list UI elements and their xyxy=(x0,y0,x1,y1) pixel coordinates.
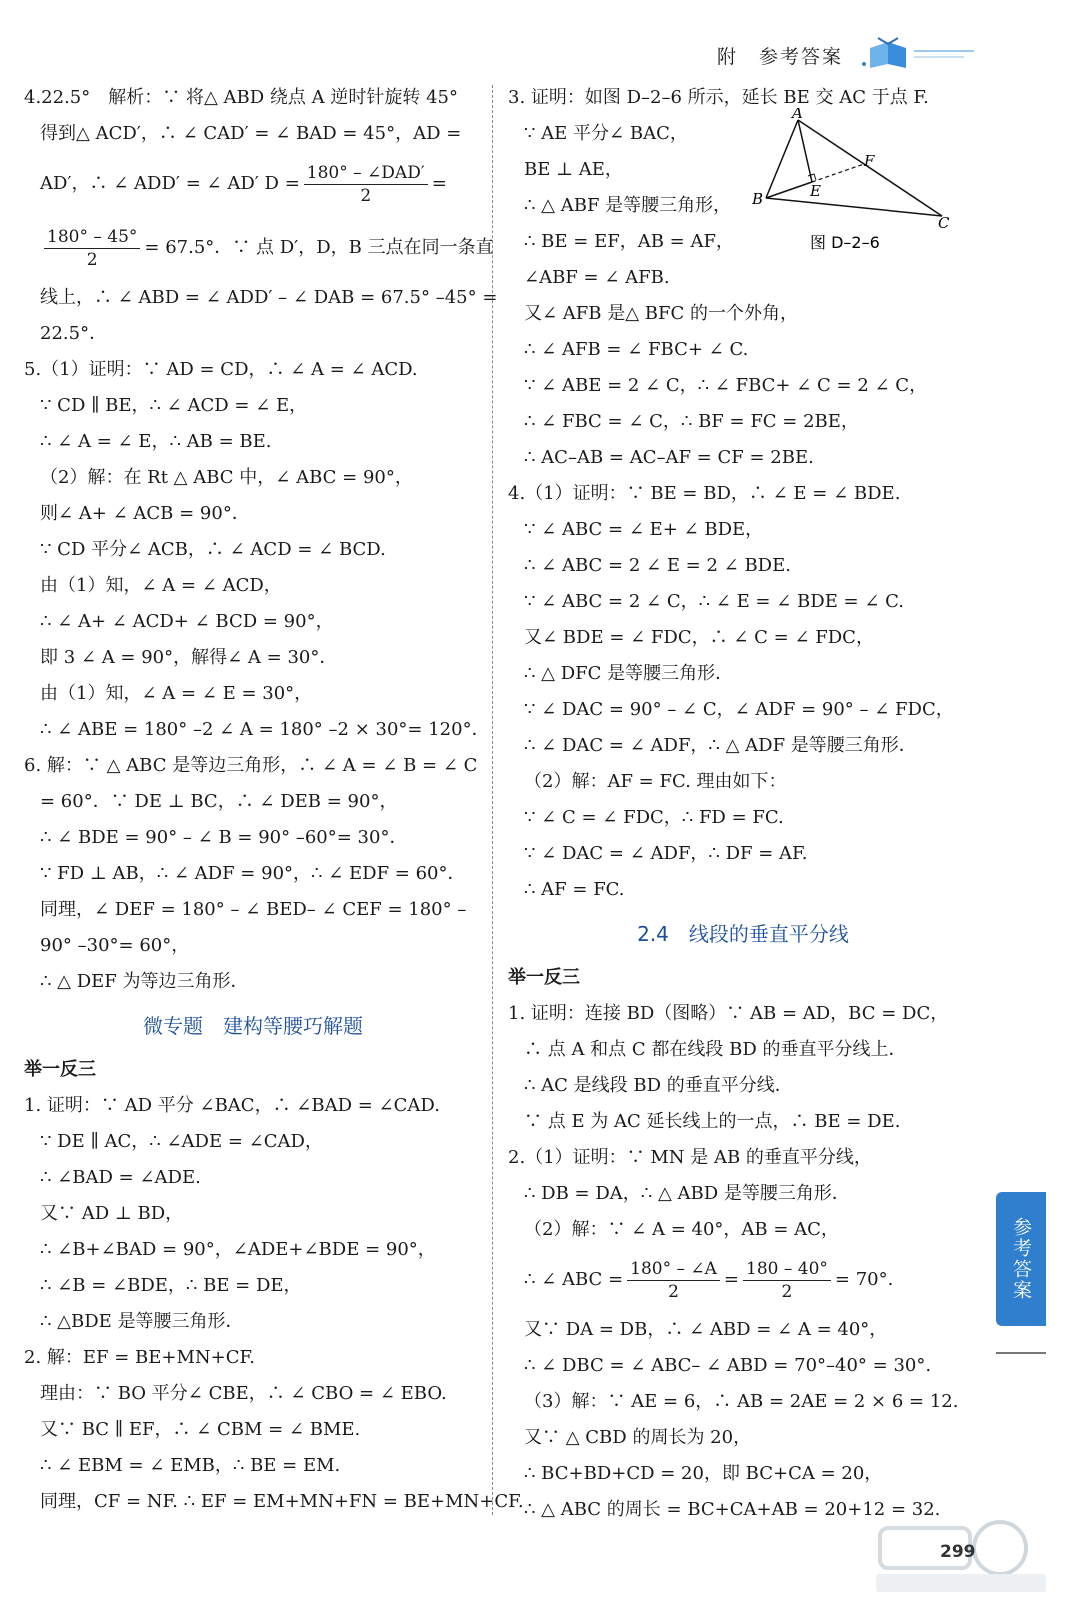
sec24-2-line-10: ∴ △ ABC 的周长 = BC+CA+AB = 20+12 = 32. xyxy=(524,1499,941,1520)
answer-4b-line-2: ∵ ∠ ABC = ∠ E+ ∠ BDE， xyxy=(524,519,764,540)
micro-1-line-2: ∵ DE ∥ AC，∴ ∠ADE = ∠CAD， xyxy=(40,1131,323,1152)
answer-5-line-6: ∵ CD 平分∠ ACB，∴ ∠ ACD = ∠ BCD. xyxy=(40,539,386,560)
fraction-denominator: 2 xyxy=(360,185,372,206)
page-header xyxy=(488,34,1048,84)
header-title: 附 参考答案 xyxy=(716,46,843,68)
sec24-2-line-6: ∴ ∠ DBC = ∠ ABC– ∠ ABD = 70°–40° = 30°. xyxy=(524,1355,932,1376)
sec24-2-line-4-text: ∴ ∠ ABC = xyxy=(524,1269,624,1290)
answer-4-line-3-text: AD′，∴ ∠ ADD′ = ∠ AD′ D = xyxy=(40,173,300,194)
sec24-2-line-1: 2.（1）证明：∵ MN 是 AB 的垂直平分线， xyxy=(508,1147,872,1168)
answer-4b-line-11: ∵ ∠ DAC = ∠ ADF，∴ DF = AF. xyxy=(524,843,808,864)
answer-4-line-2: 得到△ ACD′，∴ ∠ CAD′ = ∠ BAD = 45°，AD = xyxy=(40,123,462,144)
result-text: = 70°. xyxy=(834,1269,894,1290)
answer-3-line-2: ∵ AE 平分∠ BAC， xyxy=(524,123,688,144)
answer-5-line-3: ∴ ∠ A = ∠ E，∴ AB = BE. xyxy=(40,431,272,452)
fraction-numerator: 180° – 45° xyxy=(44,226,140,249)
page-number: 299 xyxy=(940,1542,976,1562)
answer-4-line-3 xyxy=(24,152,482,216)
label-a: A xyxy=(792,108,803,122)
left-column xyxy=(24,80,524,1520)
answer-6-line-1: 6. 解：∵ △ ABC 是等边三角形，∴ ∠ A = ∠ B = ∠ C xyxy=(24,755,478,776)
answer-5-line-4: （2）解：在 Rt △ ABC 中，∠ ABC = 90°， xyxy=(40,467,413,488)
micro-1-line-5: ∴ ∠B+∠BAD = 90°，∠ADE+∠BDE = 90°， xyxy=(40,1239,436,1260)
subsection-title: 举一反三 xyxy=(24,1059,96,1080)
sec24-1-line-4: ∵ 点 E 为 AC 延长线上的一点，∴ BE = DE. xyxy=(524,1111,901,1132)
section-title-2-4: 2.4 线段的垂直平分线 xyxy=(637,922,849,946)
fraction-45 xyxy=(44,226,140,271)
micro-2-line-1: 2. 解：EF = BE+MN+CF. xyxy=(24,1347,255,1368)
answer-4b-line-12: ∴ AF = FC. xyxy=(524,879,625,900)
answer-4b-line-6: ∴ △ DFC 是等腰三角形． xyxy=(524,663,734,684)
answer-5-line-1: 5.（1）证明：∵ AD = CD，∴ ∠ A = ∠ ACD. xyxy=(24,359,418,380)
label-e: E xyxy=(810,182,821,200)
fraction-denominator: 2 xyxy=(781,1281,793,1302)
figure-caption: 图 D–2–6 xyxy=(810,233,880,252)
micro-2-line-3: 又∵ BC ∥ EF，∴ ∠ CBM = ∠ BME. xyxy=(40,1419,361,1440)
micro-1-line-6: ∴ ∠B = ∠BDE，∴ BE = DE， xyxy=(40,1275,302,1296)
answer-3-line-6: ∠ABF = ∠ AFB. xyxy=(524,267,670,288)
sec24-2-line-3: （2）解：∵ ∠ A = 40°，AB = AC， xyxy=(524,1219,839,1240)
side-tab-underline xyxy=(996,1352,1046,1354)
answer-3-line-8: ∴ ∠ AFB = ∠ FBC+ ∠ C. xyxy=(524,339,749,360)
answer-6-line-6: 90° –30°= 60°， xyxy=(40,935,190,956)
fraction-abc-1 xyxy=(627,1258,720,1303)
answer-4-line-5: 线上，∴ ∠ ABD = ∠ ADD′ – ∠ DAB = 67.5° –45° = xyxy=(40,287,498,308)
answer-6-line-2: = 60°．∵ DE ⊥ BC，∴ ∠ DEB = 90°， xyxy=(40,791,398,812)
sec24-2-line-5: 又∵ DA = DB，∴ ∠ ABD = ∠ A = 40°， xyxy=(524,1319,888,1340)
answer-3-line-9: ∵ ∠ ABE = 2 ∠ C，∴ ∠ FBC+ ∠ C = 2 ∠ C， xyxy=(524,375,928,396)
fraction-numerator: 180° – ∠A xyxy=(627,1258,720,1281)
side-tab-answers[interactable]: 参考答案 xyxy=(996,1192,1046,1326)
answer-5-line-8: ∴ ∠ A+ ∠ ACD+ ∠ BCD = 90°， xyxy=(40,611,334,632)
answer-3-line-1: 3. 证明：如图 D–2–6 所示，延长 BE 交 AC 于点 F. xyxy=(508,87,929,108)
right-column xyxy=(508,80,978,1528)
sec24-2-line-8: 又∵ △ CBD 的周长为 20， xyxy=(524,1427,752,1448)
sec24-2-line-7: （3）解：∵ AE = 6，∴ AB = 2AE = 2 × 6 = 12. xyxy=(524,1391,959,1412)
sec24-1-line-2: ∴ 点 A 和点 C 都在线段 BD 的垂直平分线上． xyxy=(524,1039,907,1060)
answer-4-line-4 xyxy=(24,216,494,280)
micro-1-line-1: 1. 证明：∵ AD 平分 ∠BAC，∴ ∠BAD = ∠CAD. xyxy=(24,1095,440,1116)
micro-2-line-4: ∴ ∠ EBM = ∠ EMB，∴ BE = EM. xyxy=(40,1455,341,1476)
label-c: C xyxy=(938,214,950,232)
answer-6-line-5: 同理，∠ DEF = 180° – ∠ BED– ∠ CEF = 180° – xyxy=(40,899,467,920)
answer-3-line-5: ∴ BE = EF，AB = AF， xyxy=(524,231,734,252)
answer-5-line-9: 即 3 ∠ A = 90°，解得∠ A = 30°． xyxy=(40,647,338,668)
answer-6-line-7: ∴ △ DEF 为等边三角形． xyxy=(40,971,249,992)
fraction-dad xyxy=(304,162,428,207)
section-title-micro-topic: 微专题 建构等腰巧解题 xyxy=(143,1014,363,1038)
answer-4b-line-7: ∵ ∠ DAC = 90° – ∠ C，∠ ADF = 90° – ∠ FDC， xyxy=(524,699,954,720)
equals-sign: = xyxy=(431,173,447,194)
fraction-denominator: 2 xyxy=(668,1281,679,1302)
answer-4b-line-3: ∴ ∠ ABC = 2 ∠ E = 2 ∠ BDE. xyxy=(524,555,791,576)
answer-4b-line-4: ∵ ∠ ABC = 2 ∠ C，∴ ∠ E = ∠ BDE = ∠ C. xyxy=(524,591,905,612)
answer-3-line-7: 又∠ AFB 是△ BFC 的一个外角， xyxy=(524,303,799,324)
fraction-abc-2 xyxy=(743,1258,831,1303)
micro-1-line-7: ∴ △BDE 是等腰三角形． xyxy=(40,1311,244,1332)
answer-4b-line-5: 又∠ BDE = ∠ FDC，∴ ∠ C = ∠ FDC， xyxy=(524,627,874,648)
answer-4-line-4-text: = 67.5°．∵ 点 D′，D，B 三点在同一条直 xyxy=(144,237,494,258)
equals-sign: = xyxy=(723,1269,739,1290)
answer-5-line-11: ∴ ∠ ABE = 180° –2 ∠ A = 180° –2 × 30°= 120°． xyxy=(40,719,490,740)
answer-3-line-10: ∴ ∠ FBC = ∠ C，∴ BF = FC = 2BE， xyxy=(524,411,859,432)
answer-5-line-2: ∵ CD ∥ BE，∴ ∠ ACD = ∠ E， xyxy=(40,395,308,416)
sec24-2-line-2: ∴ DB = DA，∴ △ ABD 是等腰三角形． xyxy=(524,1183,850,1204)
sec24-1-line-3: ∴ AC 是线段 BD 的垂直平分线． xyxy=(524,1075,793,1096)
micro-1-line-3: ∴ ∠BAD = ∠ADE. xyxy=(40,1167,201,1188)
answer-5-line-5: 则∠ A+ ∠ ACB = 90°． xyxy=(40,503,250,524)
subsection-title: 举一反三 xyxy=(508,967,580,988)
answer-3-line-11: ∴ AC–AB = AC–AF = CF = 2BE. xyxy=(524,447,814,468)
label-b: B xyxy=(752,190,764,208)
sec24-2-line-9: ∴ BC+BD+CD = 20，即 BC+CA = 20， xyxy=(524,1463,883,1484)
answer-5-line-7: 由（1）知，∠ A = ∠ ACD， xyxy=(40,575,282,596)
answer-6-line-4: ∵ FD ⊥ AB，∴ ∠ ADF = 90°，∴ ∠ EDF = 60°． xyxy=(40,863,466,884)
sec24-1-line-1: 1. 证明：连接 BD（图略）∵ AB = AD，BC = DC， xyxy=(508,1003,949,1024)
answer-6-line-3: ∴ ∠ BDE = 90° – ∠ B = 90° –60°= 30°． xyxy=(40,827,408,848)
answer-5-line-10: 由（1）知，∠ A = ∠ E = 30°， xyxy=(40,683,313,704)
answer-4b-line-1: 4.（1）证明：∵ BE = BD，∴ ∠ E = ∠ BDE. xyxy=(508,483,901,504)
answer-4b-line-9: （2）解：AF = FC. 理由如下： xyxy=(524,771,787,792)
answer-4b-line-10: ∵ ∠ C = ∠ FDC，∴ FD = FC. xyxy=(524,807,784,828)
fraction-numerator: 180 – 40° xyxy=(743,1258,831,1281)
label-f: F xyxy=(864,152,875,170)
answer-3-line-3: BE ⊥ AE， xyxy=(524,159,623,180)
answer-4-line-6: 22.5°． xyxy=(40,323,108,344)
sec24-2-line-4 xyxy=(508,1248,978,1312)
answer-4-line-1: 4.22.5° 解析：∵ 将△ ABD 绕点 A 逆时针旋转 45° xyxy=(24,87,458,108)
answer-4b-line-8: ∴ ∠ DAC = ∠ ADF，∴ △ ADF 是等腰三角形． xyxy=(524,735,917,756)
fraction-denominator: 2 xyxy=(86,249,98,270)
micro-2-line-5: 同理，CF = NF. ∴ EF = EM+MN+FN = BE+MN+CF. xyxy=(40,1491,524,1512)
micro-1-line-4: 又∵ AD ⊥ BD， xyxy=(40,1203,184,1224)
micro-2-line-2: 理由：∵ BO 平分∠ CBE，∴ ∠ CBO = ∠ EBO. xyxy=(40,1383,447,1404)
answer-3-line-4: ∴ △ ABF 是等腰三角形， xyxy=(524,195,732,216)
fraction-numerator: 180° – ∠DAD′ xyxy=(304,162,428,185)
book-logo-icon xyxy=(858,34,978,74)
